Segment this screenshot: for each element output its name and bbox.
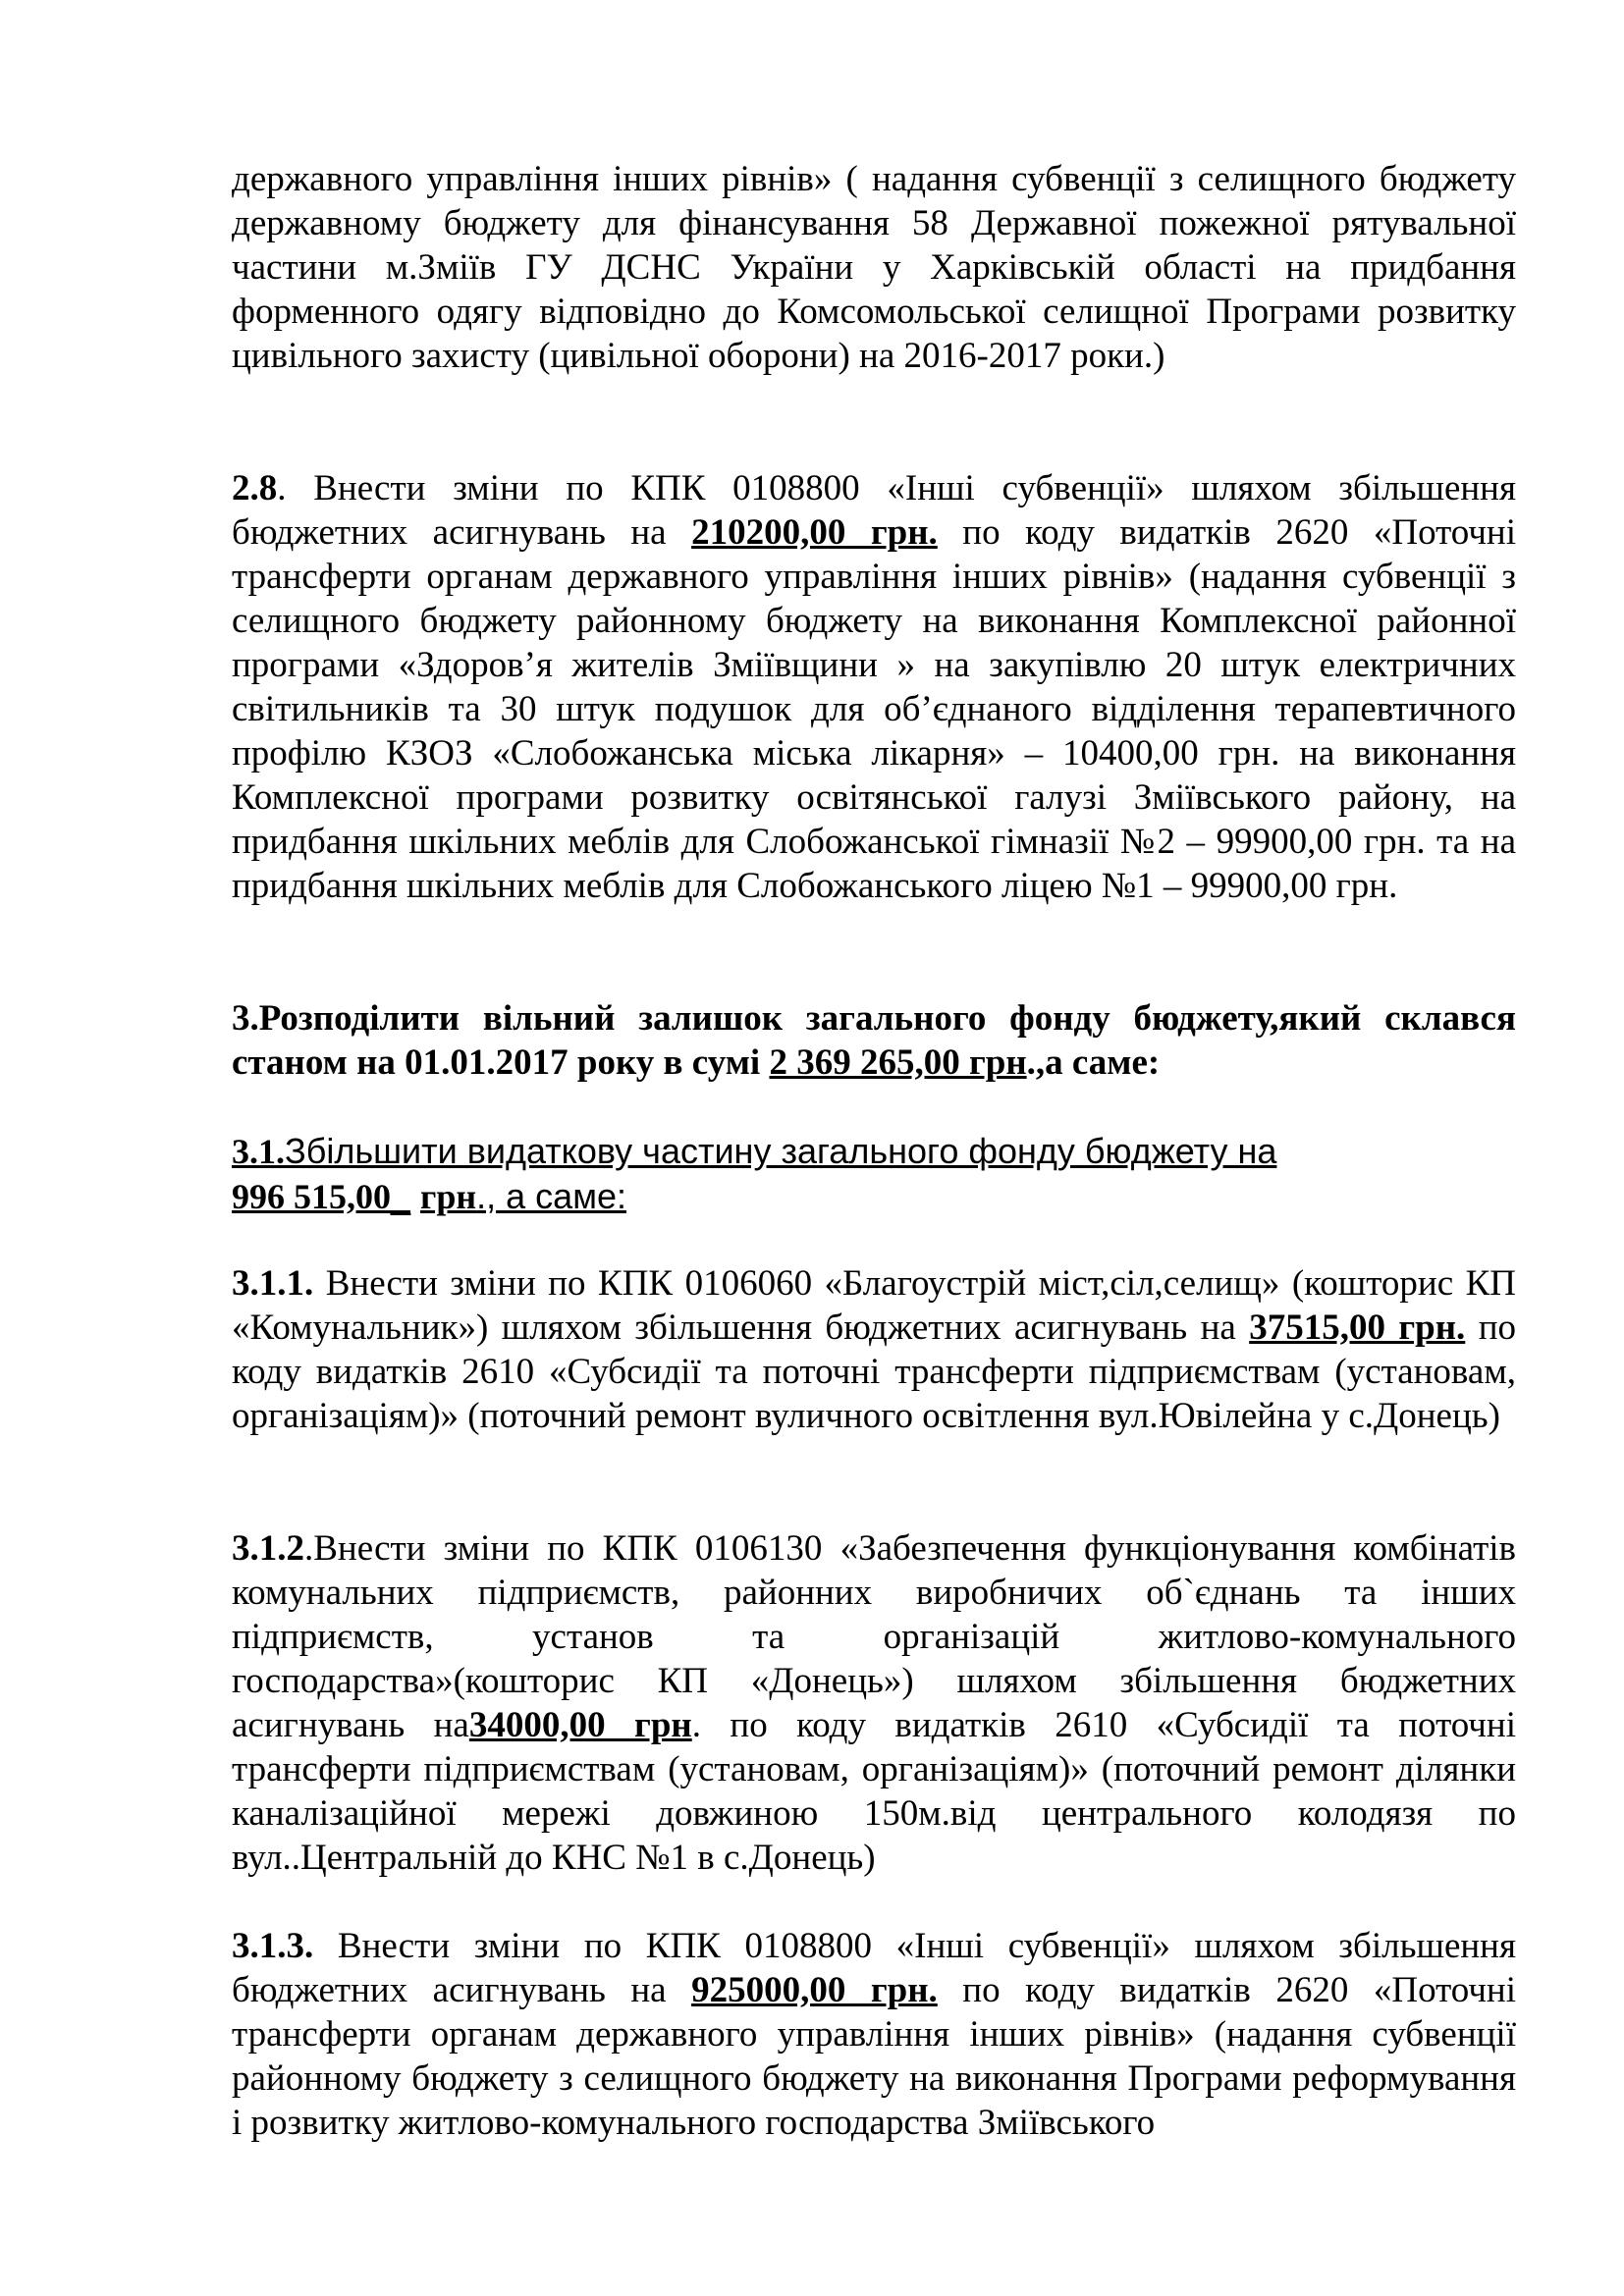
amount: 925000,00 грн. [691,1970,938,2010]
heading-text: 3.Розподілити вільний залишок загального фонду бюджету,який склався станом на 01.01.2017 року в сумі [232,998,1516,1083]
heading-text: Збільшити видаткову частину загального фонду бюджету на [285,1131,1277,1171]
paragraph-text: . Внести зміни по КПК 0108800 «Інші субвенції» шляхом збільшення бюджетних асигнувань на [232,468,1516,553]
paragraph-continuation: державного управління інших рівнів» ( надання субвенції з селищного бюджету державному бюджету для фінансування 58 Державної пожежної рятувальної частини м.Зміїв ГУ ДСНС України у Харківській області на придбання форменного одягу відповідно до Комсомольської селищної Програми розвитку цивільного захисту (цивільної оборони) на 2016-2017 роки.) [232,159,1516,376]
heading-text: .,а саме: [1026,1042,1161,1083]
paragraph-text: .Внести зміни по КПК 0106130 «Забезпечення функціонування комбінатів комунальних підприємств, районних виробничих об`єднань та інших підприємств, установ та організацій житлово-комунального господарства»(кошторис КП «Донець») шляхом збільшення бюджетних асигнувань на [232,1528,1516,1745]
section-number: 2.8 [232,468,278,508]
amount: 37515,00 грн. [1249,1308,1466,1348]
section-3-heading [232,996,1516,1085]
paragraph-text: Внести зміни по КПК 0106060 «Благоустрій міст,сіл,селищ» (кошторис КП «Комунальник») шляхом збільшення бюджетних асигнувань на [232,1263,1516,1348]
paragraph-text: по коду видатків 2620 «Поточні трансферти органам державного управління інших рівнів» (надання субвенції з селищного бюджету районному бюджету на виконання Комплексної районної програми «Здоров’я жителів Зміївщини » на закупівлю 20 штук електричних світильників та 30 штук подушок для об’єднаного відділення терапевтичного профілю КЗОЗ «Слобожанська міська лікарня» – 10400,00 грн. на виконання Комплексної програми розвитку освітянської галузі Зміївського району, на придбання шкільних меблів для Слобожанської гімназії №2 – 99900,00 грн. та на придбання шкільних меблів для Слобожанського ліцею №1 – 99900,00 грн. [232,512,1517,906]
amount: 210200,00 грн. [691,512,938,553]
paragraph-text: по коду видатків 2620 «Поточні трансферти органам державного управління інших рівнів» (надання субвенції районному бюджету з селищного бюджету на виконання Програми реформування і розвитку житлово-комунального господарства Зміївського [232,1970,1517,2143]
section-number: 3.1.2 [232,1528,304,1569]
paragraph-3-1-3 [232,1924,1516,2145]
section-number: 3.1. [232,1132,285,1171]
amount: 996 515,00 [232,1177,391,1216]
paragraph-text: Внести зміни по КПК 0108800 «Інші субвенції» шляхом збільшення бюджетних асигнувань на [232,1926,1516,2010]
amount: 2 369 265,00 грн [769,1042,1027,1083]
blank-gap: _ [391,1176,411,1216]
amount-unit: грн [420,1177,477,1216]
paragraph-2-8 [232,466,1516,908]
heading-text: ., а саме: [476,1176,626,1216]
amount: 34000,00 грн [468,1705,692,1745]
paragraph-3-1-1 [232,1261,1516,1438]
paragraph-text: по коду видатків 2610 «Субсидії та поточні трансферти підприємствам (установам, організаціям)» (поточний ремонт вуличного освітлення вул.Ювілейна у с.Донець) [232,1308,1516,1436]
section-number: 3.1.3. [232,1926,314,1966]
paragraph-3-1-2 [232,1526,1516,1880]
paragraph-text: . по коду видатків 2610 «Субсидії та поточні трансферти підприємствам (установам, організаціям)» (поточний ремонт ділянки каналізаційної мережі довжиною 150м.від центрального колодязя по вул..Центральній до КНС №1 в с.Донець) [232,1705,1516,1878]
section-3-1-heading [232,1129,1516,1219]
section-number: 3.1.1. [232,1263,314,1304]
